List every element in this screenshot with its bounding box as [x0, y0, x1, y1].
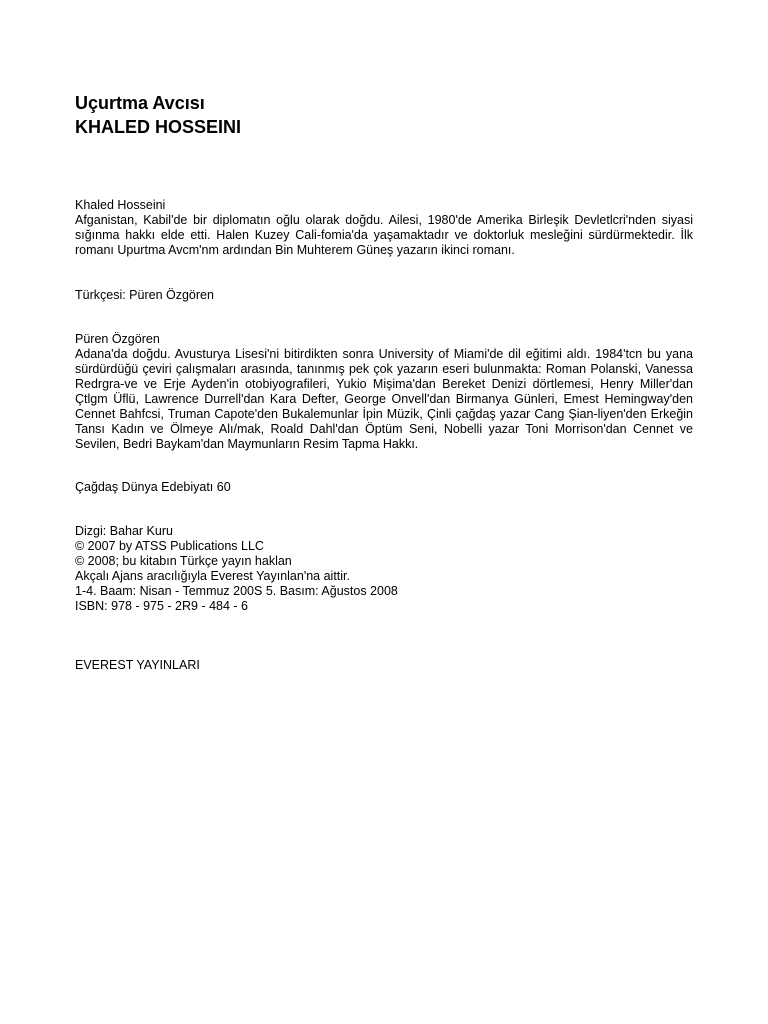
translator-credit: Türkçesi: Püren Özgören — [75, 288, 214, 302]
imprint-typesetting: Dizgi: Bahar Kuru — [75, 524, 173, 538]
author-bio-section — [75, 198, 693, 258]
imprint-section — [75, 524, 693, 614]
publisher-name: EVEREST YAYINLARI — [75, 658, 200, 672]
translator-bio-name: Püren Özgören — [75, 332, 160, 346]
series-section — [75, 480, 693, 495]
author-bio-text: Afganistan, Kabil'de bir diplomatın oğlu olarak doğdu. Ailesi, 1980'de Amerika Birleşik Devletlcri'nden siyasi sığınma hakkı elde etti. Halen Kuzey Cali-fomia'da yaşamaktadır ve doktorluk mesleğini sürdürmektedir. İlk romanı Upurtma Avcm'nm ardından Bin Muhterem Güneş yazarın ikinci romanı. — [75, 213, 693, 257]
imprint-copyright-turkish: © 2008; bu kitabın Türkçe yayın haklan — [75, 554, 292, 568]
publisher-section — [75, 658, 693, 673]
imprint-print-editions: 1-4. Baam: Nisan - Temmuz 200S 5. Basım: Ağustos 2008 — [75, 584, 398, 598]
translator-credit-section — [75, 288, 693, 303]
book-title: Uçurtma Avcısı — [75, 93, 205, 113]
translator-bio-section — [75, 332, 693, 452]
series-name: Çağdaş Dünya Edebiyatı 60 — [75, 480, 231, 494]
author-bio-name: Khaled Hosseini — [75, 198, 166, 212]
imprint-isbn: ISBN: 978 - 975 - 2R9 - 484 - 6 — [75, 599, 249, 613]
imprint-copyright-original: © 2007 by ATSS Publications LLC — [75, 539, 264, 553]
imprint-rights-holder: Akçalı Ajans aracılığıyla Everest Yayınlan'na aittir. — [75, 569, 350, 583]
author-name: KHALED HOSSEINI — [75, 117, 242, 137]
translator-bio-text: Adana'da doğdu. Avusturya Lisesi'ni bitirdikten sonra University of Miami'de dil eğitimi aldı. 1984'tcn bu yana sürdürdüğü çeviri çalışmaları arasında, tanınmış pek çok yazarın eseri bulunmakta: Roman Polanski, Vanessa Redrgra-ve ve Erje Ayden'in otobiyografileri, Yukio Mişima'dan Bereket Denizi dörtlemesi, Henry Miller'dan Çtlgm Üflü, Lawrence Durrell'dan Kara Defter, George Onvell'dan Birmanya Günleri, Emest Hemingway'den Cennet Bahfcsi, Truman Capote'den Bukalemunlar İpin Müzik, Çinli çağdaş yazar Cang Şian-liyen'den Erkeğin Tansı Kadın ve Ölmeye Alı/mak, Roald Dahl'dan Öptüm Seni, Nobelli yazar Toni Morrison'dan Cennet ve Sevilen, Bedri Baykam'dan Maymunların Resim Tapma Hakkı. — [75, 347, 693, 451]
